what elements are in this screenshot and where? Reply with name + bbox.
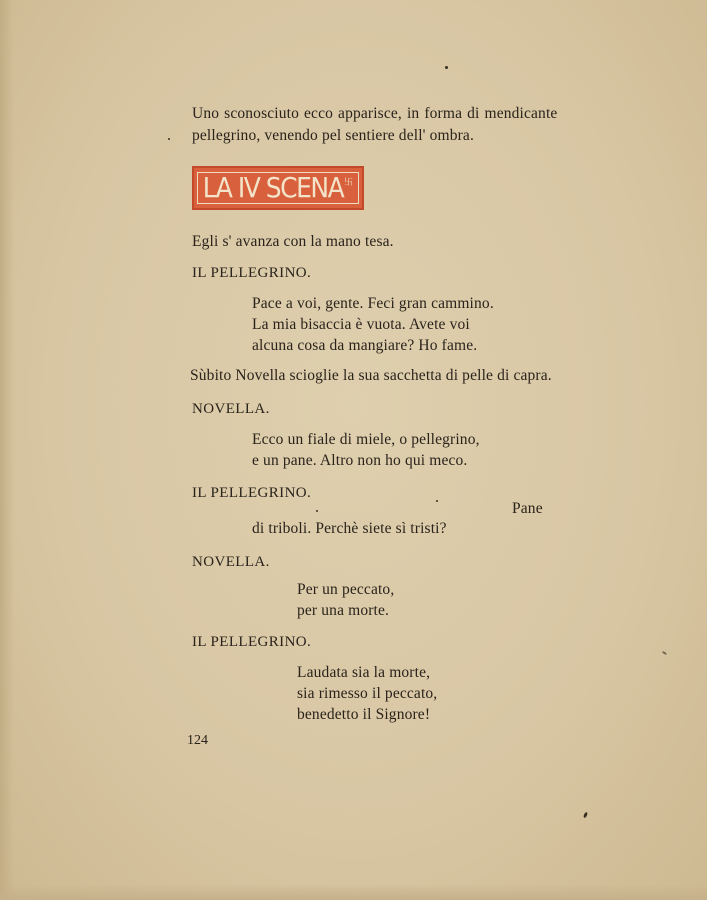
paper-speck: [436, 500, 438, 502]
verse-line: La mia bisaccia è vuota. Avete voi: [252, 316, 470, 333]
verse-line: sia rimesso il peccato,: [297, 685, 438, 702]
paper-speck: [662, 651, 667, 656]
scene-heading-label: LA IV SCENA: [202, 171, 344, 204]
page-edge-shadow: [0, 0, 14, 900]
stage-direction-line: Sùbito Novella scioglie la sua sacchetta di pelle di capra.: [190, 367, 552, 384]
verse-line: Laudata sia la morte,: [297, 664, 431, 681]
verse-line: Pane: [512, 500, 543, 517]
verse-line: Ecco un fiale di miele, o pellegrino,: [252, 431, 480, 448]
verse-line: Pace a voi, gente. Feci gran cammino.: [252, 295, 494, 312]
verse-line: alcuna cosa da mangiare? Ho fame.: [252, 337, 478, 354]
verse-line: di triboli. Perchè siete sì tristi?: [252, 520, 447, 537]
speaker-name: NOVELLA.: [192, 554, 270, 570]
speaker-name: IL PELLEGRINO.: [192, 485, 312, 501]
scene-heading-block: [192, 166, 364, 210]
speaker-name: NOVELLA.: [192, 401, 270, 417]
paper-speck: [168, 138, 170, 140]
stage-direction-line: Egli s' avanza con la mano tesa.: [192, 233, 394, 250]
verse-line: e un pane. Altro non ho qui meco.: [252, 452, 468, 469]
paper-speck: [316, 510, 318, 512]
speaker-name: IL PELLEGRINO.: [192, 634, 312, 650]
paper-speck: [445, 66, 448, 69]
scene-heading-frame: [197, 172, 359, 204]
stage-direction-text: Uno sconosciuto ecco apparisce, in forma di mendicante: [192, 105, 558, 122]
stage-direction-line: pellegrino, venendo pel sentiere dell' ombra.: [192, 127, 474, 144]
page-number: 124: [187, 733, 208, 748]
scene-heading-ornament: 卐: [344, 178, 354, 188]
stage-direction-line: [192, 104, 580, 124]
verse-line: benedetto il Signore!: [297, 706, 431, 723]
paper-speck: [583, 812, 588, 819]
page-bottom-shadow: [0, 884, 707, 900]
speaker-name: IL PELLEGRINO.: [192, 265, 312, 281]
verse-line: per una morte.: [297, 602, 390, 619]
verse-line: Per un peccato,: [297, 581, 395, 598]
